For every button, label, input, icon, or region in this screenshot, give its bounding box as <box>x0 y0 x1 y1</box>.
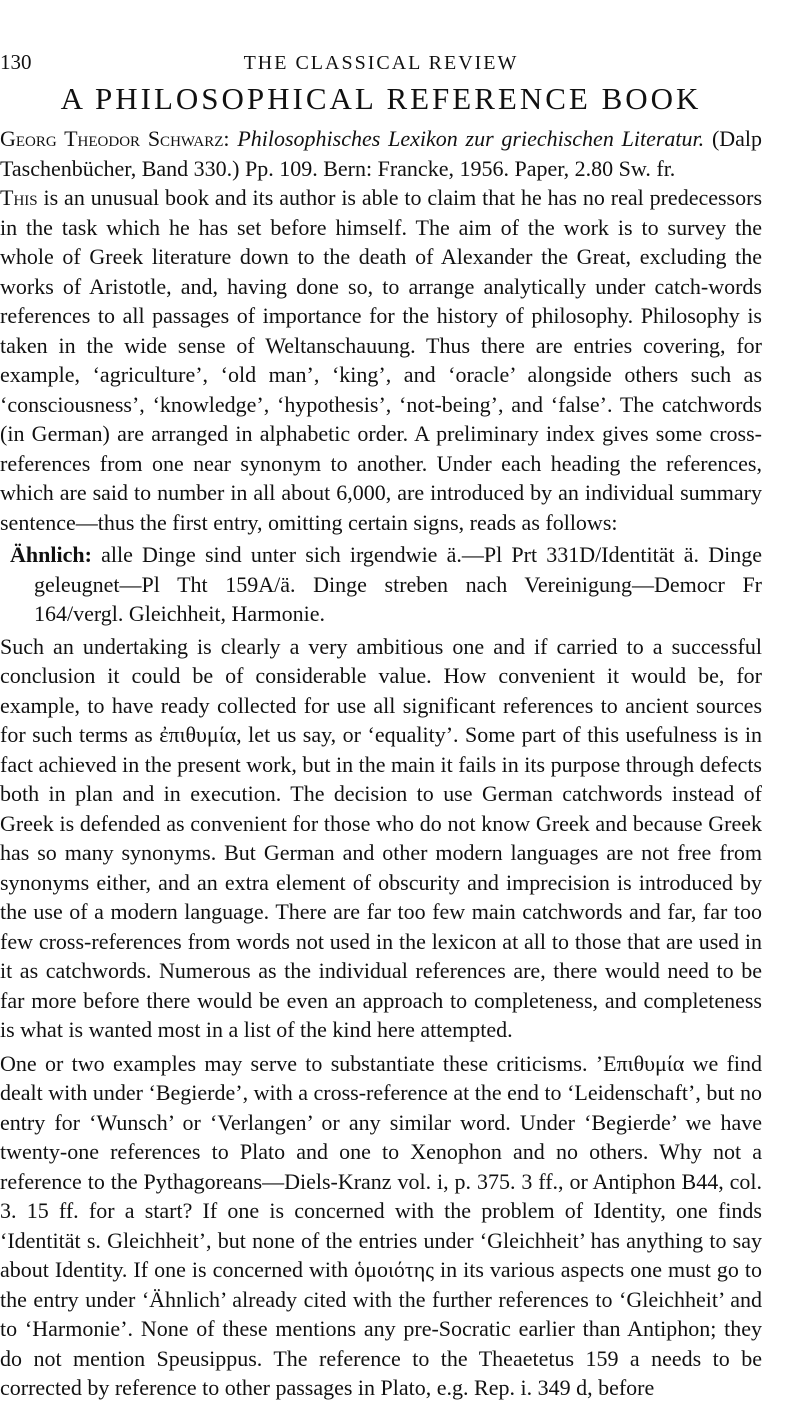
lexicon-entry-example <box>10 540 762 629</box>
article-title: A PHILOSOPHICAL REFERENCE BOOK <box>60 81 702 116</box>
paragraph-assessment: Such an undertaking is clearly a very ambitious one and if carried to a successful conclusion it could be of considerable value. How convenient it would be, for example, to have ready collected for use all significant references to ancient sources for such terms as ἐπιθυμία, let us say, or ‘equality’. Some part of this usefulness is in fact achieved in the present work, but in the main it fails in its purpose through defects both in plan and in execution. The decision to use German catchwords instead of Greek is defended as convenient for those who do not know Greek and because Greek has so many synonyms. But German and other modern languages are not free from synonyms either, and an extra element of obscurity and imprecision is introduced by the use of a modern language. There are far too few main catchwords and far, far too few cross-references from words not used in the lexicon at all to those that are used in it as catchwords. Numerous as the individual references are, there would need to be far more before there would be even an approach to completeness, and completeness is what is wanted most in a list of the kind here attempted. <box>0 633 762 1042</box>
book-citation <box>0 124 762 183</box>
lexicon-entry-body: alle Dinge sind unter sich irgendwie ä.—Pl Prt 331D/Identität ä. Dinge geleugnet—Pl Tht 159A/ä. Dinge streben nach Vereinigung—Democr Fr 164/vergl. Gleichheit, Harmonie. <box>34 542 762 626</box>
journal-title: THE CLASSICAL REVIEW <box>243 52 519 74</box>
paragraph-examples: One or two examples may serve to substantiate these criticisms. ’Επιθυμία we find dealt with under ‘Begierde’, with a cross-reference at the end to ‘Leidenschaft’, but no entry for ‘Wunsch’ or ‘Verlangen’ or any similar word. Under ‘Begierde’ we have twenty-one references to Plato and one to Xenophon and no others. Why not a reference to the Pythagoreans—Diels-Kranz vol. i, p. 375. 3 ff., or Antiphon B44, col. 3. 15 ff. for a start? If one is concerned with the problem of Identity, one finds ‘Identität s. Gleichheit’, but none of the entries under ‘Gleichheit’ has anything to say about Identity. If one is concerned with ὁμοιότης in its various aspects one must go to the entry under ‘Ähnlich’ already cited with the further references to ‘Gleichheit’ and to ‘Harmonie’. None of these mentions any pre-Socratic earlier than Antiphon; they do not mention Speusippus. The reference to the Theaetetus 159 a needs to be corrected by reference to other passages in Plato, e.g. Rep. i. 349 d, before <box>0 1050 762 1400</box>
paragraph-lead-word: This <box>0 185 38 210</box>
paragraph-intro-text: is an unusual book and its author is able to claim that he has no real predecessors in the task which he has set before himself. The aim of the work is to survey the whole of Greek literature down to the death of Alexander the Great, excluding the works of Aristotle, and, having done so, to arrange analytically under catch-words references to all passages of importance for the history of philosophy. Philosophy is taken in the wide sense of Weltanschauung. Thus there are entries covering, for example, ‘agriculture’, ‘old man’, ‘king’, and ‘oracle’ alongside others such as ‘consciousness’, ‘knowledge’, ‘hypothesis’, ‘not-being’, and ‘false’. The catchwords (in German) are arranged in alphabetic order. A preliminary index gives some cross-references from one near synonym to another. Under each heading the references, which are said to number in all about 6,000, are introduced by an individual summary sentence—thus the first entry, omitting certain signs, reads as follows: <box>0 185 763 535</box>
citation-author: Georg Theodor Schwarz: <box>0 126 230 151</box>
citation-details: (Dalp Taschenbücher, Band 330.) Pp. 109. Bern: Francke, 1956. Paper, 2.80 Sw. fr. <box>0 126 763 181</box>
lexicon-entry-head: Ähnlich: <box>10 542 92 567</box>
paragraph-intro <box>0 183 762 537</box>
citation-book-title: Philosophisches Lexikon zur griechischen Literatur. <box>237 126 705 151</box>
running-head: 130 THE CLASSICAL REVIEW <box>0 48 762 78</box>
